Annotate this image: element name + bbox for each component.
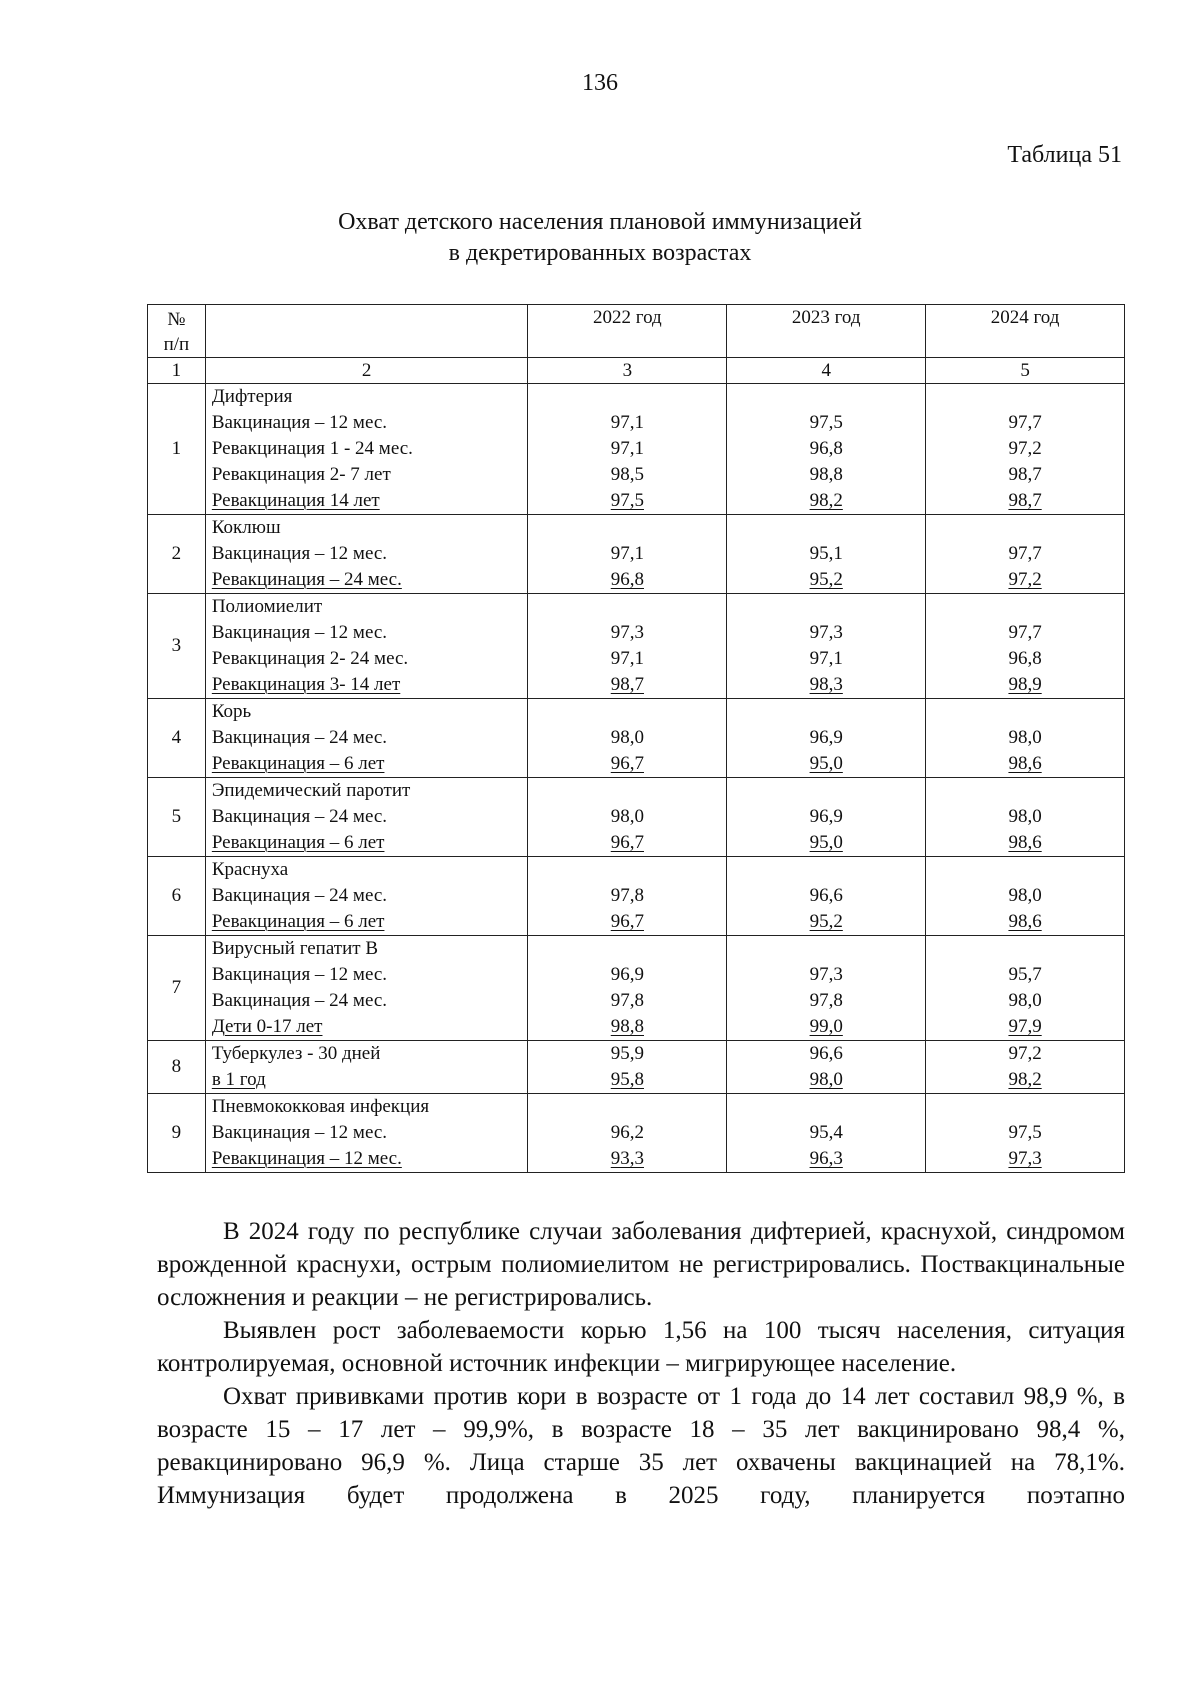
value-2022: 98,0 bbox=[610, 806, 644, 827]
row-number: 9 bbox=[148, 1094, 206, 1173]
value-2023: 96,9 bbox=[809, 806, 843, 827]
column-number: 2 bbox=[205, 358, 528, 384]
column-number: 4 bbox=[727, 358, 926, 384]
table-label: Таблица 51 bbox=[1007, 142, 1122, 168]
item-label: Ревакцинация – 6 лет bbox=[211, 753, 385, 774]
value-2024: 98,6 bbox=[1008, 911, 1042, 932]
value-2023-cell bbox=[727, 594, 926, 699]
caption-line-2: в декретированных возрастах bbox=[448, 240, 752, 266]
blank-line bbox=[733, 778, 919, 804]
row-number: 2 bbox=[148, 515, 206, 594]
paragraph: В 2024 году по республике случаи заболевания дифтерией, краснухой, синдромом врожденной краснухи, острым полиомиелитом не регистрировались. Поствакцинальные осложнения и реакции – не регистрировались. bbox=[157, 1218, 1125, 1311]
paragraph: Выявлен рост заболеваемости корью 1,56 на 100 тысяч населения, ситуация контролируемая, основной источник инфекции – мигрирующее население. bbox=[157, 1317, 1125, 1377]
value-2023-cell bbox=[727, 778, 926, 857]
value-2023: 97,1 bbox=[809, 648, 843, 669]
blank-line bbox=[534, 594, 720, 620]
value-2023: 96,3 bbox=[809, 1148, 843, 1169]
item-label: Вакцинация – 12 мес. bbox=[211, 412, 388, 433]
value-2024: 97,2 bbox=[1008, 1043, 1042, 1064]
value-2023: 96,6 bbox=[809, 885, 843, 906]
blank-line bbox=[932, 515, 1118, 541]
item-label: Ревакцинация 3- 14 лет bbox=[211, 674, 401, 695]
value-2023: 95,1 bbox=[809, 543, 843, 564]
item-label: Вакцинация – 24 мес. bbox=[211, 885, 388, 906]
value-2022-cell bbox=[528, 857, 727, 936]
disease-title: Дифтерия bbox=[211, 386, 293, 407]
value-2022-cell bbox=[528, 699, 727, 778]
body-text bbox=[157, 1215, 1125, 1512]
header-2024: 2024 год bbox=[926, 305, 1125, 358]
value-2023-cell bbox=[727, 857, 926, 936]
value-2024: 97,2 bbox=[1008, 569, 1042, 590]
item-label: Ревакцинация – 6 лет bbox=[211, 911, 385, 932]
value-2024-cell bbox=[926, 778, 1125, 857]
blank-line bbox=[932, 594, 1118, 620]
value-2024-cell bbox=[926, 1094, 1125, 1173]
row-number: 8 bbox=[148, 1041, 206, 1094]
value-2022-cell bbox=[528, 515, 727, 594]
table-body bbox=[148, 358, 1125, 1173]
item-label: Ревакцинация 2- 24 мес. bbox=[211, 648, 409, 669]
value-2024-cell bbox=[926, 515, 1125, 594]
blank-line bbox=[932, 857, 1118, 883]
item-label: Ревакцинация – 6 лет bbox=[211, 832, 385, 853]
row-label-cell bbox=[205, 936, 528, 1041]
value-2024: 97,7 bbox=[1008, 622, 1042, 643]
row-number: 4 bbox=[148, 699, 206, 778]
header-num bbox=[148, 305, 206, 358]
value-2024-cell bbox=[926, 699, 1125, 778]
value-2023: 97,5 bbox=[809, 412, 843, 433]
value-2024: 98,0 bbox=[1008, 885, 1042, 906]
value-2023: 96,6 bbox=[809, 1043, 843, 1064]
item-label: Ревакцинация – 12 мес. bbox=[211, 1148, 402, 1169]
blank-line bbox=[534, 936, 720, 962]
item-label: Вакцинация – 24 мес. bbox=[211, 806, 388, 827]
item-label: Ревакцинация 14 лет bbox=[211, 490, 380, 511]
header-name bbox=[205, 305, 528, 358]
value-2024-cell bbox=[926, 594, 1125, 699]
column-number-row bbox=[148, 358, 1125, 384]
table-row bbox=[148, 384, 1125, 515]
value-2024: 97,3 bbox=[1008, 1148, 1042, 1169]
blank-line bbox=[733, 1094, 919, 1120]
row-label-cell bbox=[205, 857, 528, 936]
column-number: 3 bbox=[528, 358, 727, 384]
item-label: Вакцинация – 12 мес. bbox=[211, 622, 388, 643]
disease-title: Пневмококковая инфекция bbox=[211, 1096, 430, 1117]
blank-line bbox=[932, 936, 1118, 962]
value-2023-cell bbox=[727, 699, 926, 778]
value-2023: 98,8 bbox=[809, 464, 843, 485]
value-2022: 97,1 bbox=[610, 438, 644, 459]
item-label: Дети 0-17 лет bbox=[211, 1016, 323, 1037]
value-2022: 97,1 bbox=[610, 648, 644, 669]
value-2023-cell bbox=[727, 936, 926, 1041]
blank-line bbox=[932, 699, 1118, 725]
header-2023: 2023 год bbox=[727, 305, 926, 358]
value-2022: 97,8 bbox=[610, 990, 644, 1011]
value-2022-cell bbox=[528, 1041, 727, 1094]
value-2023: 95,0 bbox=[809, 753, 843, 774]
table-caption bbox=[0, 207, 1200, 269]
blank-line bbox=[733, 384, 919, 410]
value-2022: 98,5 bbox=[610, 464, 644, 485]
value-2024: 97,7 bbox=[1008, 412, 1042, 433]
value-2024: 98,2 bbox=[1008, 1069, 1042, 1090]
table-row bbox=[148, 857, 1125, 936]
value-2022: 97,5 bbox=[610, 490, 644, 511]
value-2022: 98,0 bbox=[610, 727, 644, 748]
value-2023: 98,2 bbox=[809, 490, 843, 511]
value-2022-cell bbox=[528, 1094, 727, 1173]
item-label: Вакцинация – 24 мес. bbox=[211, 727, 388, 748]
value-2024: 98,0 bbox=[1008, 990, 1042, 1011]
item-label: Вакцинация – 12 мес. bbox=[211, 964, 388, 985]
value-2024-cell bbox=[926, 857, 1125, 936]
item-label: Туберкулез - 30 дней bbox=[211, 1043, 381, 1064]
value-2023: 97,8 bbox=[809, 990, 843, 1011]
caption-line-1: Охват детского населения плановой иммунизацией bbox=[338, 209, 862, 235]
blank-line bbox=[733, 594, 919, 620]
value-2022: 93,3 bbox=[610, 1148, 644, 1169]
value-2023: 99,0 bbox=[809, 1016, 843, 1037]
value-2022-cell bbox=[528, 384, 727, 515]
value-2022: 97,1 bbox=[610, 543, 644, 564]
value-2024: 97,9 bbox=[1008, 1016, 1042, 1037]
value-2024: 95,7 bbox=[1008, 964, 1042, 985]
row-number: 7 bbox=[148, 936, 206, 1041]
value-2024: 98,7 bbox=[1008, 464, 1042, 485]
immunization-coverage-table bbox=[147, 304, 1125, 1173]
header-num-symbol: № bbox=[167, 309, 186, 330]
value-2024: 98,0 bbox=[1008, 806, 1042, 827]
disease-title: Вирусный гепатит В bbox=[211, 938, 378, 959]
value-2023: 96,8 bbox=[809, 438, 843, 459]
disease-title: Полиомиелит bbox=[211, 596, 323, 617]
value-2023: 98,3 bbox=[809, 674, 843, 695]
value-2022: 96,7 bbox=[610, 832, 644, 853]
row-number: 3 bbox=[148, 594, 206, 699]
value-2022: 97,8 bbox=[610, 885, 644, 906]
table-row bbox=[148, 1041, 1125, 1094]
value-2024-cell bbox=[926, 384, 1125, 515]
value-2022: 95,9 bbox=[610, 1043, 644, 1064]
item-label: Вакцинация – 12 мес. bbox=[211, 1122, 388, 1143]
header-num-pp: п/п bbox=[163, 334, 190, 355]
value-2022: 97,1 bbox=[610, 412, 644, 433]
row-label-cell bbox=[205, 1094, 528, 1173]
column-number: 5 bbox=[926, 358, 1125, 384]
value-2022: 95,8 bbox=[610, 1069, 644, 1090]
row-label-cell bbox=[205, 594, 528, 699]
value-2024: 98,9 bbox=[1008, 674, 1042, 695]
value-2023-cell bbox=[727, 1094, 926, 1173]
value-2022: 96,9 bbox=[610, 964, 644, 985]
blank-line bbox=[534, 778, 720, 804]
blank-line bbox=[932, 1094, 1118, 1120]
table-row bbox=[148, 936, 1125, 1041]
item-label: в 1 год bbox=[211, 1069, 266, 1090]
value-2022-cell bbox=[528, 594, 727, 699]
value-2024: 97,5 bbox=[1008, 1122, 1042, 1143]
value-2024: 97,2 bbox=[1008, 438, 1042, 459]
blank-line bbox=[733, 515, 919, 541]
value-2022: 96,8 bbox=[610, 569, 644, 590]
value-2023-cell bbox=[727, 384, 926, 515]
value-2024-cell bbox=[926, 1041, 1125, 1094]
value-2022: 98,8 bbox=[610, 1016, 644, 1037]
value-2023: 95,2 bbox=[809, 569, 843, 590]
value-2024: 98,0 bbox=[1008, 727, 1042, 748]
blank-line bbox=[932, 778, 1118, 804]
item-label: Ревакцинация 2- 7 лет bbox=[211, 464, 391, 485]
blank-line bbox=[534, 857, 720, 883]
value-2023: 97,3 bbox=[809, 964, 843, 985]
blank-line bbox=[733, 699, 919, 725]
value-2023: 95,4 bbox=[809, 1122, 843, 1143]
value-2023-cell bbox=[727, 515, 926, 594]
blank-line bbox=[534, 1094, 720, 1120]
value-2022-cell bbox=[528, 778, 727, 857]
value-2023: 95,0 bbox=[809, 832, 843, 853]
row-number: 5 bbox=[148, 778, 206, 857]
row-number: 6 bbox=[148, 857, 206, 936]
blank-line bbox=[534, 515, 720, 541]
disease-title: Эпидемический паротит bbox=[211, 780, 411, 801]
item-label: Вакцинация – 24 мес. bbox=[211, 990, 388, 1011]
blank-line bbox=[932, 384, 1118, 410]
value-2024: 98,6 bbox=[1008, 832, 1042, 853]
row-label-cell bbox=[205, 1041, 528, 1094]
blank-line bbox=[733, 857, 919, 883]
value-2023: 98,0 bbox=[809, 1069, 843, 1090]
blank-line bbox=[733, 936, 919, 962]
disease-title: Краснуха bbox=[211, 859, 289, 880]
item-label: Вакцинация – 12 мес. bbox=[211, 543, 388, 564]
header-2022: 2022 год bbox=[528, 305, 727, 358]
table-row bbox=[148, 515, 1125, 594]
blank-line bbox=[534, 699, 720, 725]
paragraph: Охват прививками против кори в возрасте от 1 года до 14 лет составил 98,9 %, в возрасте 15 – 17 лет – 99,9%, в возрасте 18 – 35 лет вакцинировано 98,4 %, ревакцинировано 96,9 %. Лица старше 35 лет охвачены вакцинацией на 78,1%. Иммунизация будет продолжена в 2025 году, планируется поэтапно bbox=[157, 1383, 1125, 1509]
value-2022: 96,2 bbox=[610, 1122, 644, 1143]
disease-title: Коклюш bbox=[211, 517, 281, 538]
disease-title: Корь bbox=[211, 701, 252, 722]
value-2022: 96,7 bbox=[610, 911, 644, 932]
value-2023-cell bbox=[727, 1041, 926, 1094]
column-number: 1 bbox=[148, 358, 206, 384]
value-2024: 98,6 bbox=[1008, 753, 1042, 774]
value-2022-cell bbox=[528, 936, 727, 1041]
row-label-cell bbox=[205, 384, 528, 515]
table-row bbox=[148, 1094, 1125, 1173]
blank-line bbox=[534, 384, 720, 410]
value-2022: 96,7 bbox=[610, 753, 644, 774]
value-2024-cell bbox=[926, 936, 1125, 1041]
value-2023: 95,2 bbox=[809, 911, 843, 932]
value-2024: 98,7 bbox=[1008, 490, 1042, 511]
value-2023: 96,9 bbox=[809, 727, 843, 748]
row-label-cell bbox=[205, 699, 528, 778]
page-number: 136 bbox=[582, 70, 618, 96]
row-label-cell bbox=[205, 778, 528, 857]
item-label: Ревакцинация 1 - 24 мес. bbox=[211, 438, 413, 459]
table-header-row bbox=[148, 305, 1125, 358]
value-2022: 97,3 bbox=[610, 622, 644, 643]
value-2024: 97,7 bbox=[1008, 543, 1042, 564]
item-label: Ревакцинация – 24 мес. bbox=[211, 569, 402, 590]
row-label-cell bbox=[205, 515, 528, 594]
row-number: 1 bbox=[148, 384, 206, 515]
table-row bbox=[148, 594, 1125, 699]
value-2022: 98,7 bbox=[610, 674, 644, 695]
table-row bbox=[148, 778, 1125, 857]
value-2024: 96,8 bbox=[1008, 648, 1042, 669]
table-row bbox=[148, 699, 1125, 778]
value-2023: 97,3 bbox=[809, 622, 843, 643]
